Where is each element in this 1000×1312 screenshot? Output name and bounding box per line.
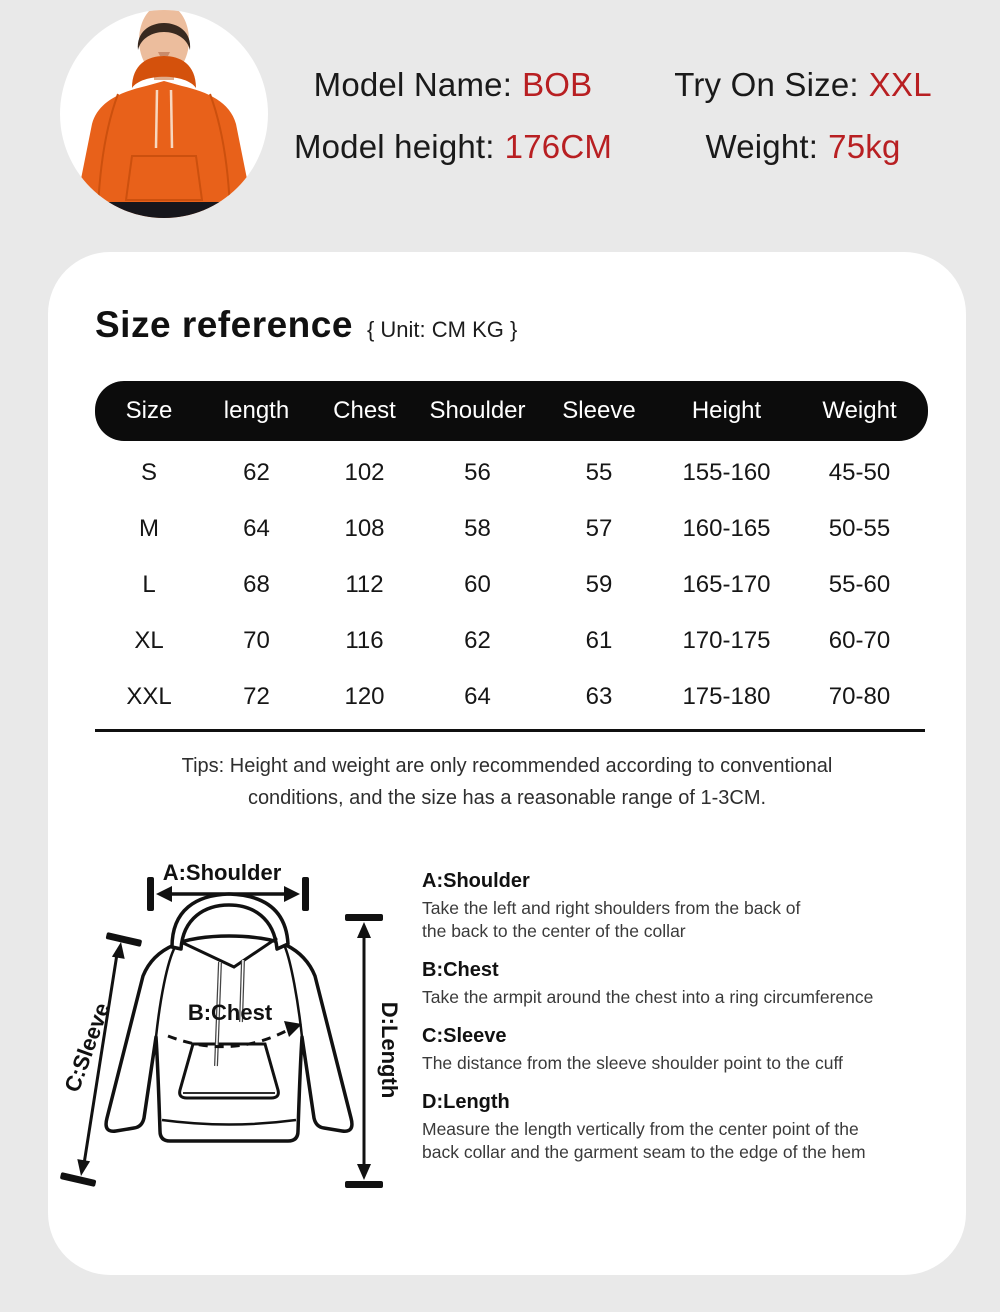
length-arrow-head-top [357, 922, 371, 938]
sleeve-arrow-top-cap [106, 932, 143, 947]
diagram-shoulder-label: A:Shoulder [162, 860, 282, 885]
table-cell: 68 [243, 571, 270, 598]
size-reference-title [95, 304, 517, 346]
table-cell: 160-165 [682, 515, 771, 542]
diagram-sleeve-label: C:Sleeve [59, 999, 115, 1096]
model-name-value: BOB [522, 66, 593, 103]
table-cell: 61 [585, 627, 613, 654]
table-bottom-rule [95, 729, 925, 732]
model-info-header [0, 0, 1000, 252]
model-name-label: Model Name: [313, 66, 513, 103]
length-arrow-top-cap [345, 914, 383, 921]
column-header: Shoulder [429, 397, 526, 424]
table-cell: 59 [585, 571, 613, 598]
measurement-guide [50, 850, 967, 1205]
measure-section-title: B:Chest [422, 959, 499, 981]
model-photo-image [58, 6, 270, 222]
table-row [95, 613, 928, 669]
hoodie-body-outline [106, 936, 352, 1141]
shoulder-arrow-right-cap [302, 877, 309, 911]
measure-section-desc-line: Take the left and right shoulders from the back of [422, 898, 801, 918]
model-height-label: Model height: [293, 128, 495, 165]
length-arrow-head-bottom [357, 1164, 371, 1180]
hoodie-measurement-diagram [50, 850, 410, 1205]
column-header: Size [125, 397, 173, 424]
measure-section [422, 1091, 967, 1164]
table-cell: 175-180 [682, 683, 771, 710]
table-row [95, 557, 928, 613]
table-cell: 55 [585, 459, 613, 486]
table-cell: 56 [464, 459, 491, 486]
column-header: Sleeve [562, 397, 636, 424]
tips-line-2: conditions, and the size has a reasonable range of 1-3CM. [247, 787, 767, 809]
table-cell: 62 [243, 459, 270, 486]
table-cell: 108 [344, 515, 385, 542]
table-cell: 63 [585, 683, 613, 710]
table-cell: 57 [585, 515, 613, 542]
length-arrow-bottom-cap [345, 1181, 383, 1188]
measure-section-title: C:Sleeve [422, 1025, 507, 1047]
measure-section-title: D:Length [422, 1091, 510, 1113]
tips-line-1: Tips: Height and weight are only recommended according to conventional [181, 755, 833, 777]
table-row [95, 445, 928, 501]
table-cell: 165-170 [682, 571, 771, 598]
kangaroo-pocket [180, 1044, 279, 1098]
table-cell: 64 [464, 683, 491, 710]
diagram-chest-label: B:Chest [187, 1000, 273, 1025]
table-cell: 120 [344, 683, 385, 710]
table-cell: 64 [243, 515, 270, 542]
table-cell: L [142, 571, 156, 598]
sleeve-arrow-bottom-cap [60, 1172, 97, 1187]
measure-section-desc-line: back collar and the garment seam to the edge of the hem [422, 1142, 866, 1162]
measure-section [422, 870, 967, 943]
table-cell: 62 [464, 627, 491, 654]
model-weight-value: 75kg [828, 128, 901, 165]
table-cell: 116 [345, 627, 384, 654]
column-header: Height [691, 397, 762, 424]
table-cell: XL [134, 627, 164, 654]
column-header: length [223, 397, 290, 424]
table-cell: 155-160 [682, 459, 771, 486]
size-tips [48, 750, 966, 814]
model-info-grid [288, 64, 968, 168]
diagram-length-label: D:Length [377, 1001, 402, 1099]
table-cell: 70-80 [828, 683, 891, 710]
sleeve-arrow-head-bottom [77, 1159, 90, 1176]
table-cell: 58 [464, 515, 491, 542]
table-cell: 72 [243, 683, 270, 710]
shoulder-arrow-head-left [156, 886, 172, 902]
try-on-size-label: Try On Size: [674, 66, 859, 103]
table-cell: 60 [464, 571, 491, 598]
try-on-size-value: XXL [868, 66, 932, 103]
table-cell: S [140, 459, 157, 486]
sleeve-arrow-head-top [112, 942, 125, 959]
model-weight-field [638, 126, 968, 168]
table-row [95, 501, 928, 557]
column-header: Chest [333, 397, 396, 424]
measure-section [422, 1025, 967, 1075]
table-cell: 112 [345, 571, 384, 598]
size-reference-card [48, 252, 966, 1275]
table-cell: 70 [243, 627, 270, 654]
model-photo [58, 6, 270, 222]
size-table-header [95, 381, 928, 441]
model-weight-label: Weight: [705, 128, 819, 165]
table-cell: XXL [126, 683, 172, 710]
measure-section-desc-line: The distance from the sleeve shoulder point to the cuff [422, 1053, 843, 1073]
shoulder-arrow-head-right [284, 886, 300, 902]
table-cell: 50-55 [828, 515, 891, 542]
table-cell: M [139, 515, 159, 542]
measure-section-desc-line: Take the armpit around the chest into a ring circumference [422, 987, 874, 1007]
model-name-field [288, 64, 618, 106]
table-row [95, 669, 928, 725]
model-height-value: 176CM [504, 128, 613, 165]
hoodie-diagram-image [50, 850, 410, 1205]
size-table-body [95, 445, 928, 725]
measure-section-title: A:Shoulder [422, 870, 530, 892]
table-cell: 170-175 [682, 627, 771, 654]
measure-section [422, 959, 967, 1009]
try-on-size-field [638, 64, 968, 106]
measurement-descriptions [422, 850, 967, 1205]
table-cell: 55-60 [828, 571, 891, 598]
measure-section-desc-line: Measure the length vertically from the center point of the [422, 1119, 859, 1139]
column-header: Weight [822, 397, 897, 424]
measure-section-desc-line: the back to the center of the collar [422, 921, 686, 941]
unit-note: { Unit: CM KG } [366, 317, 518, 342]
size-reference-heading: Size reference [95, 304, 353, 345]
table-cell: 60-70 [828, 627, 891, 654]
table-cell: 45-50 [828, 459, 891, 486]
model-height-field [288, 126, 618, 168]
table-cell: 102 [344, 459, 385, 486]
shoulder-arrow-left-cap [147, 877, 154, 911]
